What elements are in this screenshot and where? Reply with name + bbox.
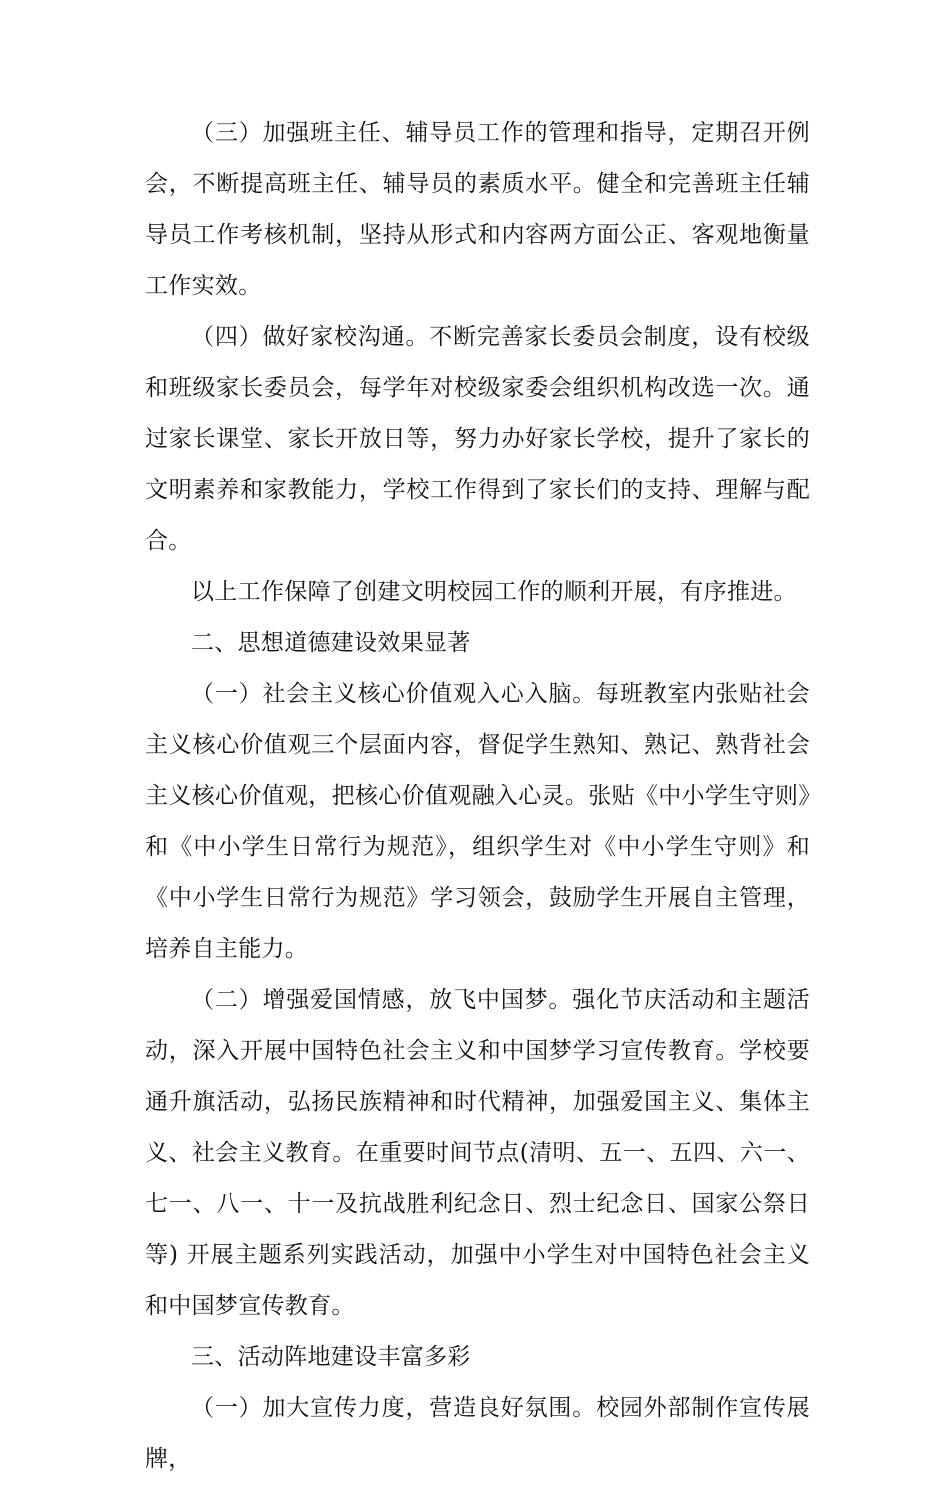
paragraph-core-values: （一）社会主义核心价值观入心入脑。每班教室内张贴社会主义核心价值观三个层面内容，督促学生熟知、熟记、熟背社会主义核心价值观，把核心价值观融入心灵。张贴《中小学生守则》和《中小学生日常行为规范》，组织学生对《中小学生守则》和《中小学生日常行为规范》学习领会，鼓励学生开展自主管理，培养自主能力。 xyxy=(145,681,810,962)
document-body xyxy=(145,108,810,1485)
paragraph-summary: 以上工作保障了创建文明校园工作的顺利开展，有序推进。 xyxy=(191,579,797,605)
paragraph-section-3: （三）加强班主任、辅导员工作的管理和指导，定期召开例会，不断提高班主任、辅导员的素质水平。健全和完善班主任辅导员工作考核机制，坚持从形式和内容两方面公正、客观地衡量工作实效。 xyxy=(145,120,810,299)
paragraph-patriotism: （二）增强爱国情感，放飞中国梦。强化节庆活动和主题活动，深入开展中国特色社会主义和中国梦学习宣传教育。学校要通升旗活动，弘扬民族精神和时代精神，加强爱国主义、集体主义、社会主义教育。在重要时间节点(清明、五一、五四、六一、七一、八一、十一及抗战胜利纪念日、烈士纪念日、国家公祭日等) 开展主题系列实践活动，加强中小学生对中国特色社会主义和中国梦宣传教育。 xyxy=(145,987,810,1319)
paragraph-publicity: （一）加大宣传力度，营造良好氛围。校园外部制作宣传展牌， xyxy=(145,1395,810,1472)
heading-activity-positions: 三、活动阵地建设丰富多彩 xyxy=(191,1344,471,1370)
paragraph-section-4: （四）做好家校沟通。不断完善家长委员会制度，设有校级和班级家长委员会，每学年对校级家委会组织机构改选一次。通过家长课堂、家长开放日等，努力办好家长学校，提升了家长的文明素养和家教能力，学校工作得到了家长们的支持、理解与配合。 xyxy=(145,324,810,554)
heading-moral-construction: 二、思想道德建设效果显著 xyxy=(191,630,471,656)
